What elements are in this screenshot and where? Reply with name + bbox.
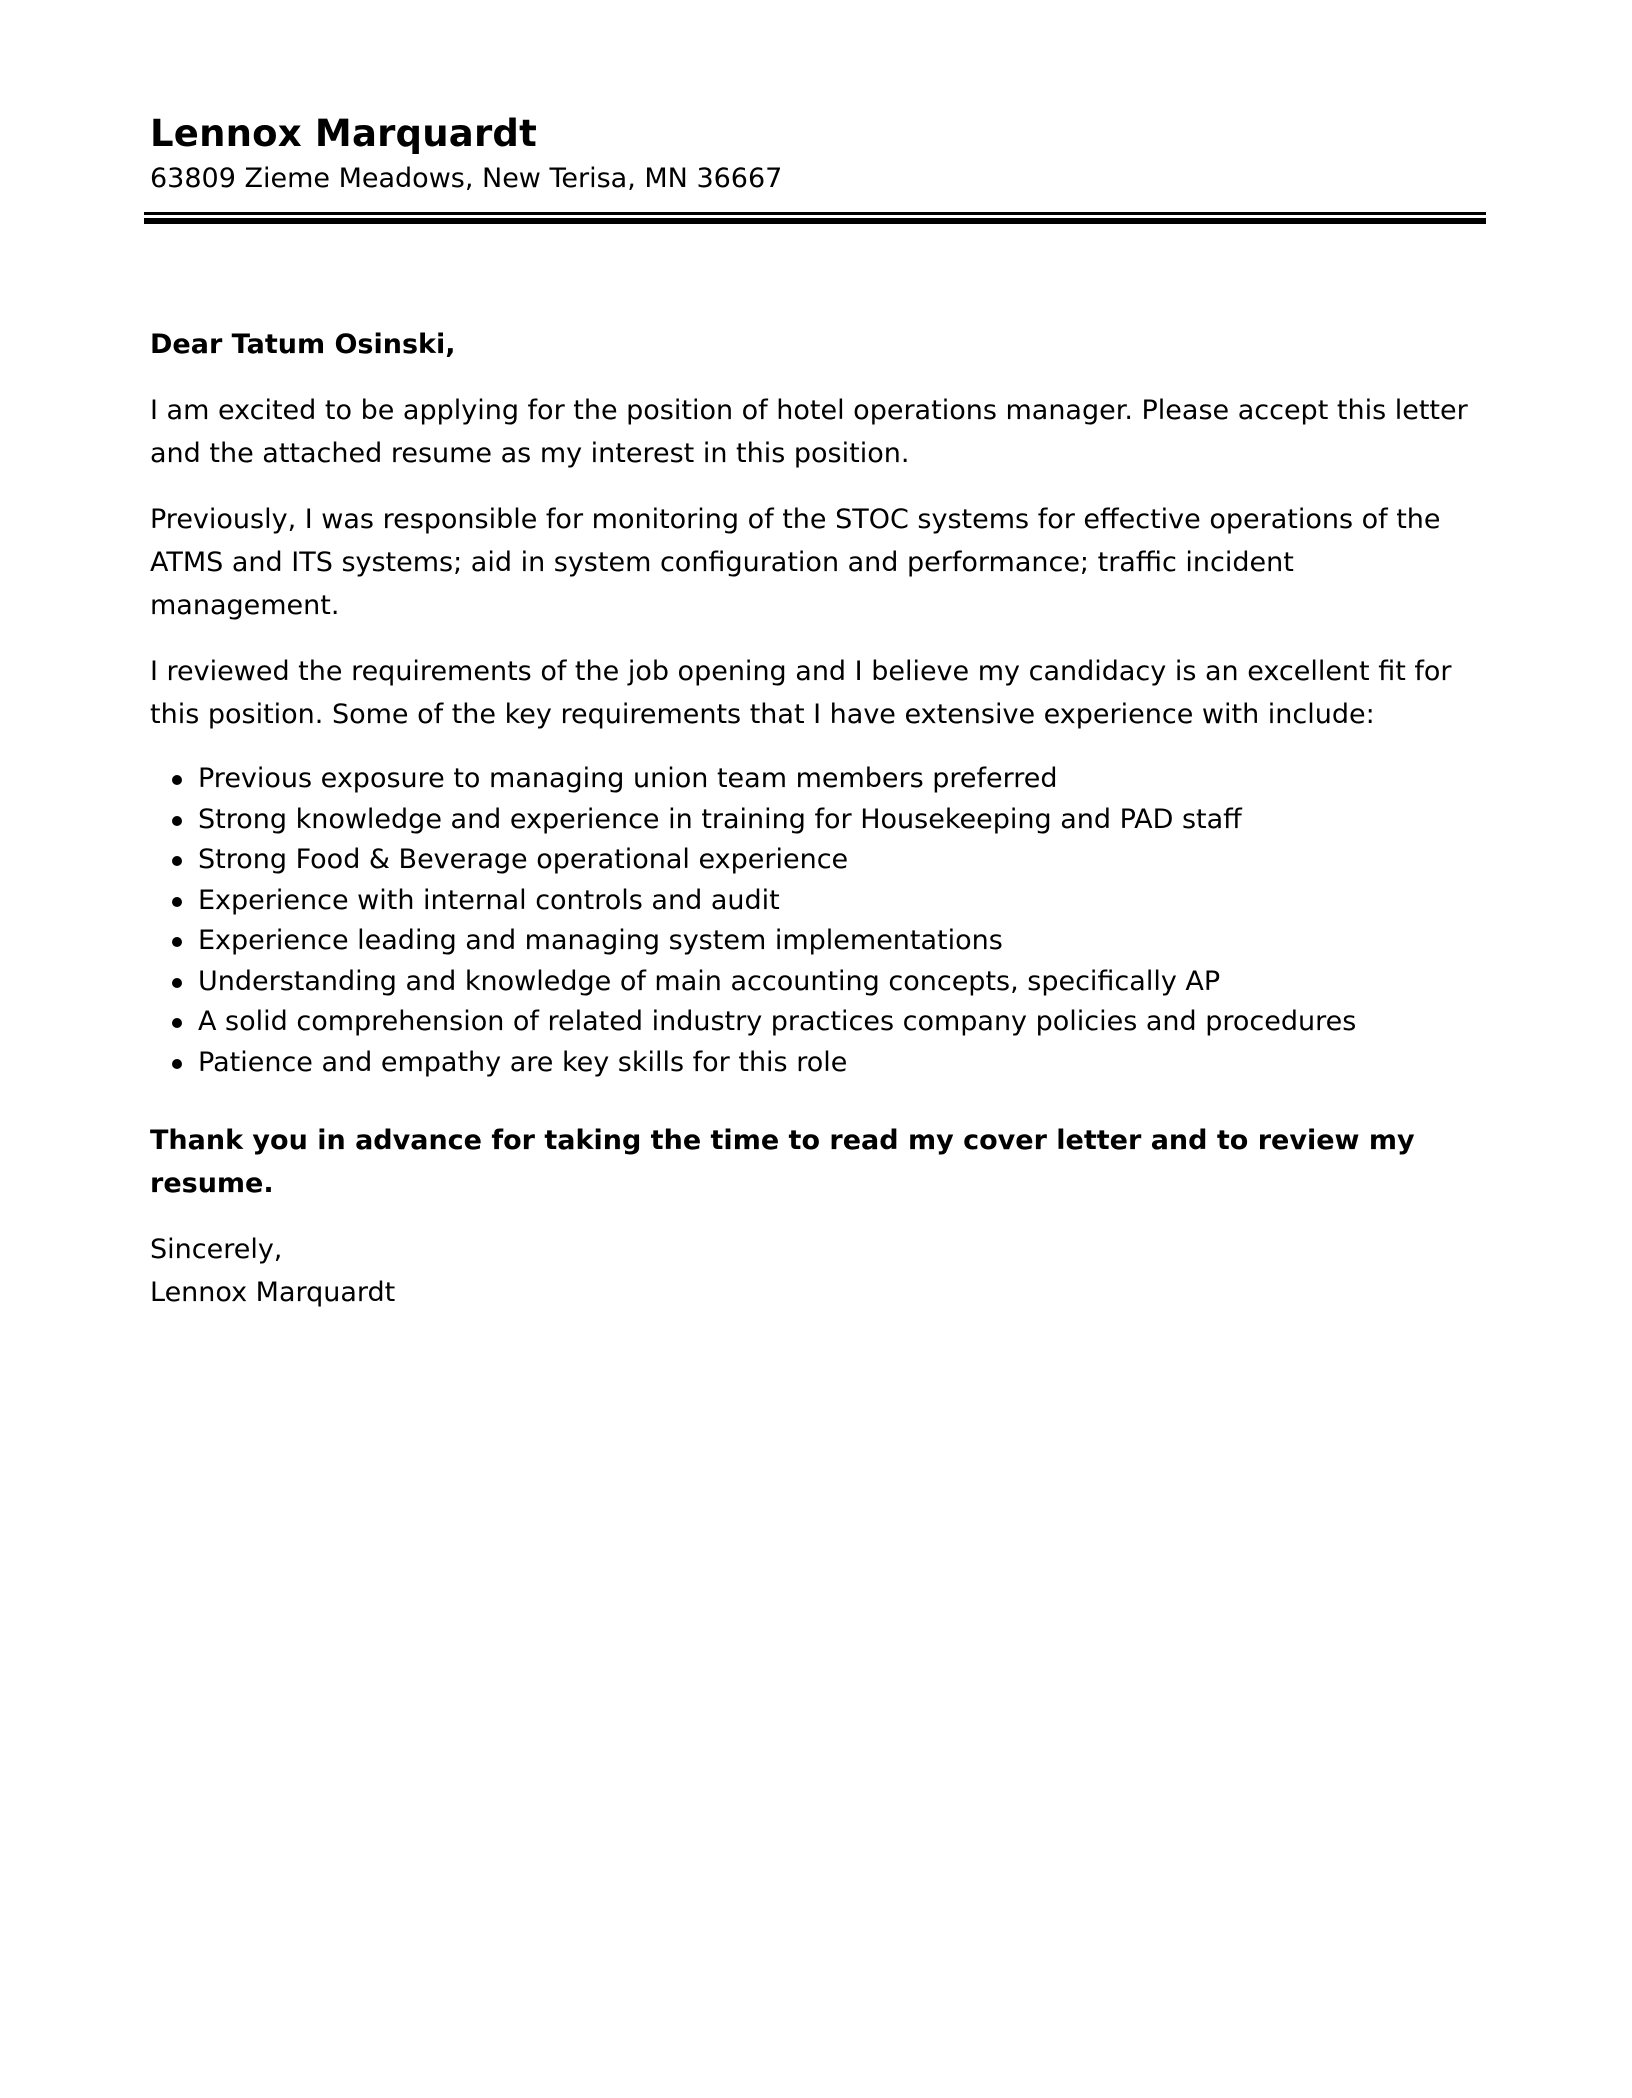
list-item	[150, 962, 1480, 1003]
list-item-text: A solid comprehension of related industry practices company policies and procedures	[198, 1006, 1357, 1037]
bullet-icon	[172, 816, 182, 826]
bullet-icon	[172, 1059, 182, 1069]
closing-statement: Thank you in advance for taking the time to read my cover letter and to review my resume.	[150, 1125, 1415, 1199]
list-item-text: Strong knowledge and experience in training for Housekeeping and PAD staff	[198, 803, 1242, 835]
paragraph-requirements-intro: I reviewed the requirements of the job opening and I believe my candidacy is an excellent fit for this position. Some of the key requirements that I have extensive experience with include:	[150, 656, 1452, 730]
header-divider	[144, 212, 1486, 224]
list-item	[150, 840, 1480, 881]
bullet-icon	[172, 1018, 182, 1028]
bullet-icon	[172, 978, 182, 988]
bullet-icon	[172, 775, 182, 785]
list-item	[150, 881, 1480, 922]
list-item	[150, 1002, 1480, 1043]
list-item-text: Patience and empathy are key skills for this role	[198, 1046, 848, 1078]
letter-body	[150, 323, 1480, 1314]
paragraph-intro: I am excited to be applying for the position of hotel operations manager. Please accept this letter and the attached resume as my interest in this position.	[150, 395, 1468, 469]
list-item-text: Strong Food & Beverage operational experience	[198, 844, 849, 875]
bullet-icon	[172, 897, 182, 907]
list-item	[150, 1043, 1480, 1084]
paragraph-previous-role: Previously, I was responsible for monitoring of the STOC systems for effective operations of the ATMS and ITS systems; aid in system configuration and performance; traffic incident management.	[150, 504, 1441, 621]
divider-thin-line	[144, 212, 1486, 215]
salutation: Dear Tatum Osinski,	[150, 329, 456, 360]
requirements-list	[150, 759, 1480, 1083]
list-item	[150, 921, 1480, 962]
sender-address: 63809 Zieme Meadows, New Terisa, MN 36667	[150, 163, 783, 194]
letter-header	[150, 110, 1480, 198]
list-item-text: Experience leading and managing system implementations	[198, 925, 1003, 956]
list-item-text: Previous exposure to managing union team members preferred	[198, 763, 1058, 794]
signoff: Sincerely,	[150, 1234, 283, 1265]
list-item	[150, 800, 1480, 841]
bullet-icon	[172, 856, 182, 866]
signature-name: Lennox Marquardt	[150, 1277, 396, 1308]
list-item-text: Understanding and knowledge of main accounting concepts, specifically AP	[198, 965, 1221, 997]
list-item-text: Experience with internal controls and audit	[198, 884, 780, 916]
list-item	[150, 759, 1480, 800]
sender-name: Lennox Marquardt	[150, 112, 537, 155]
bullet-icon	[172, 937, 182, 947]
divider-thick-line	[144, 218, 1486, 224]
